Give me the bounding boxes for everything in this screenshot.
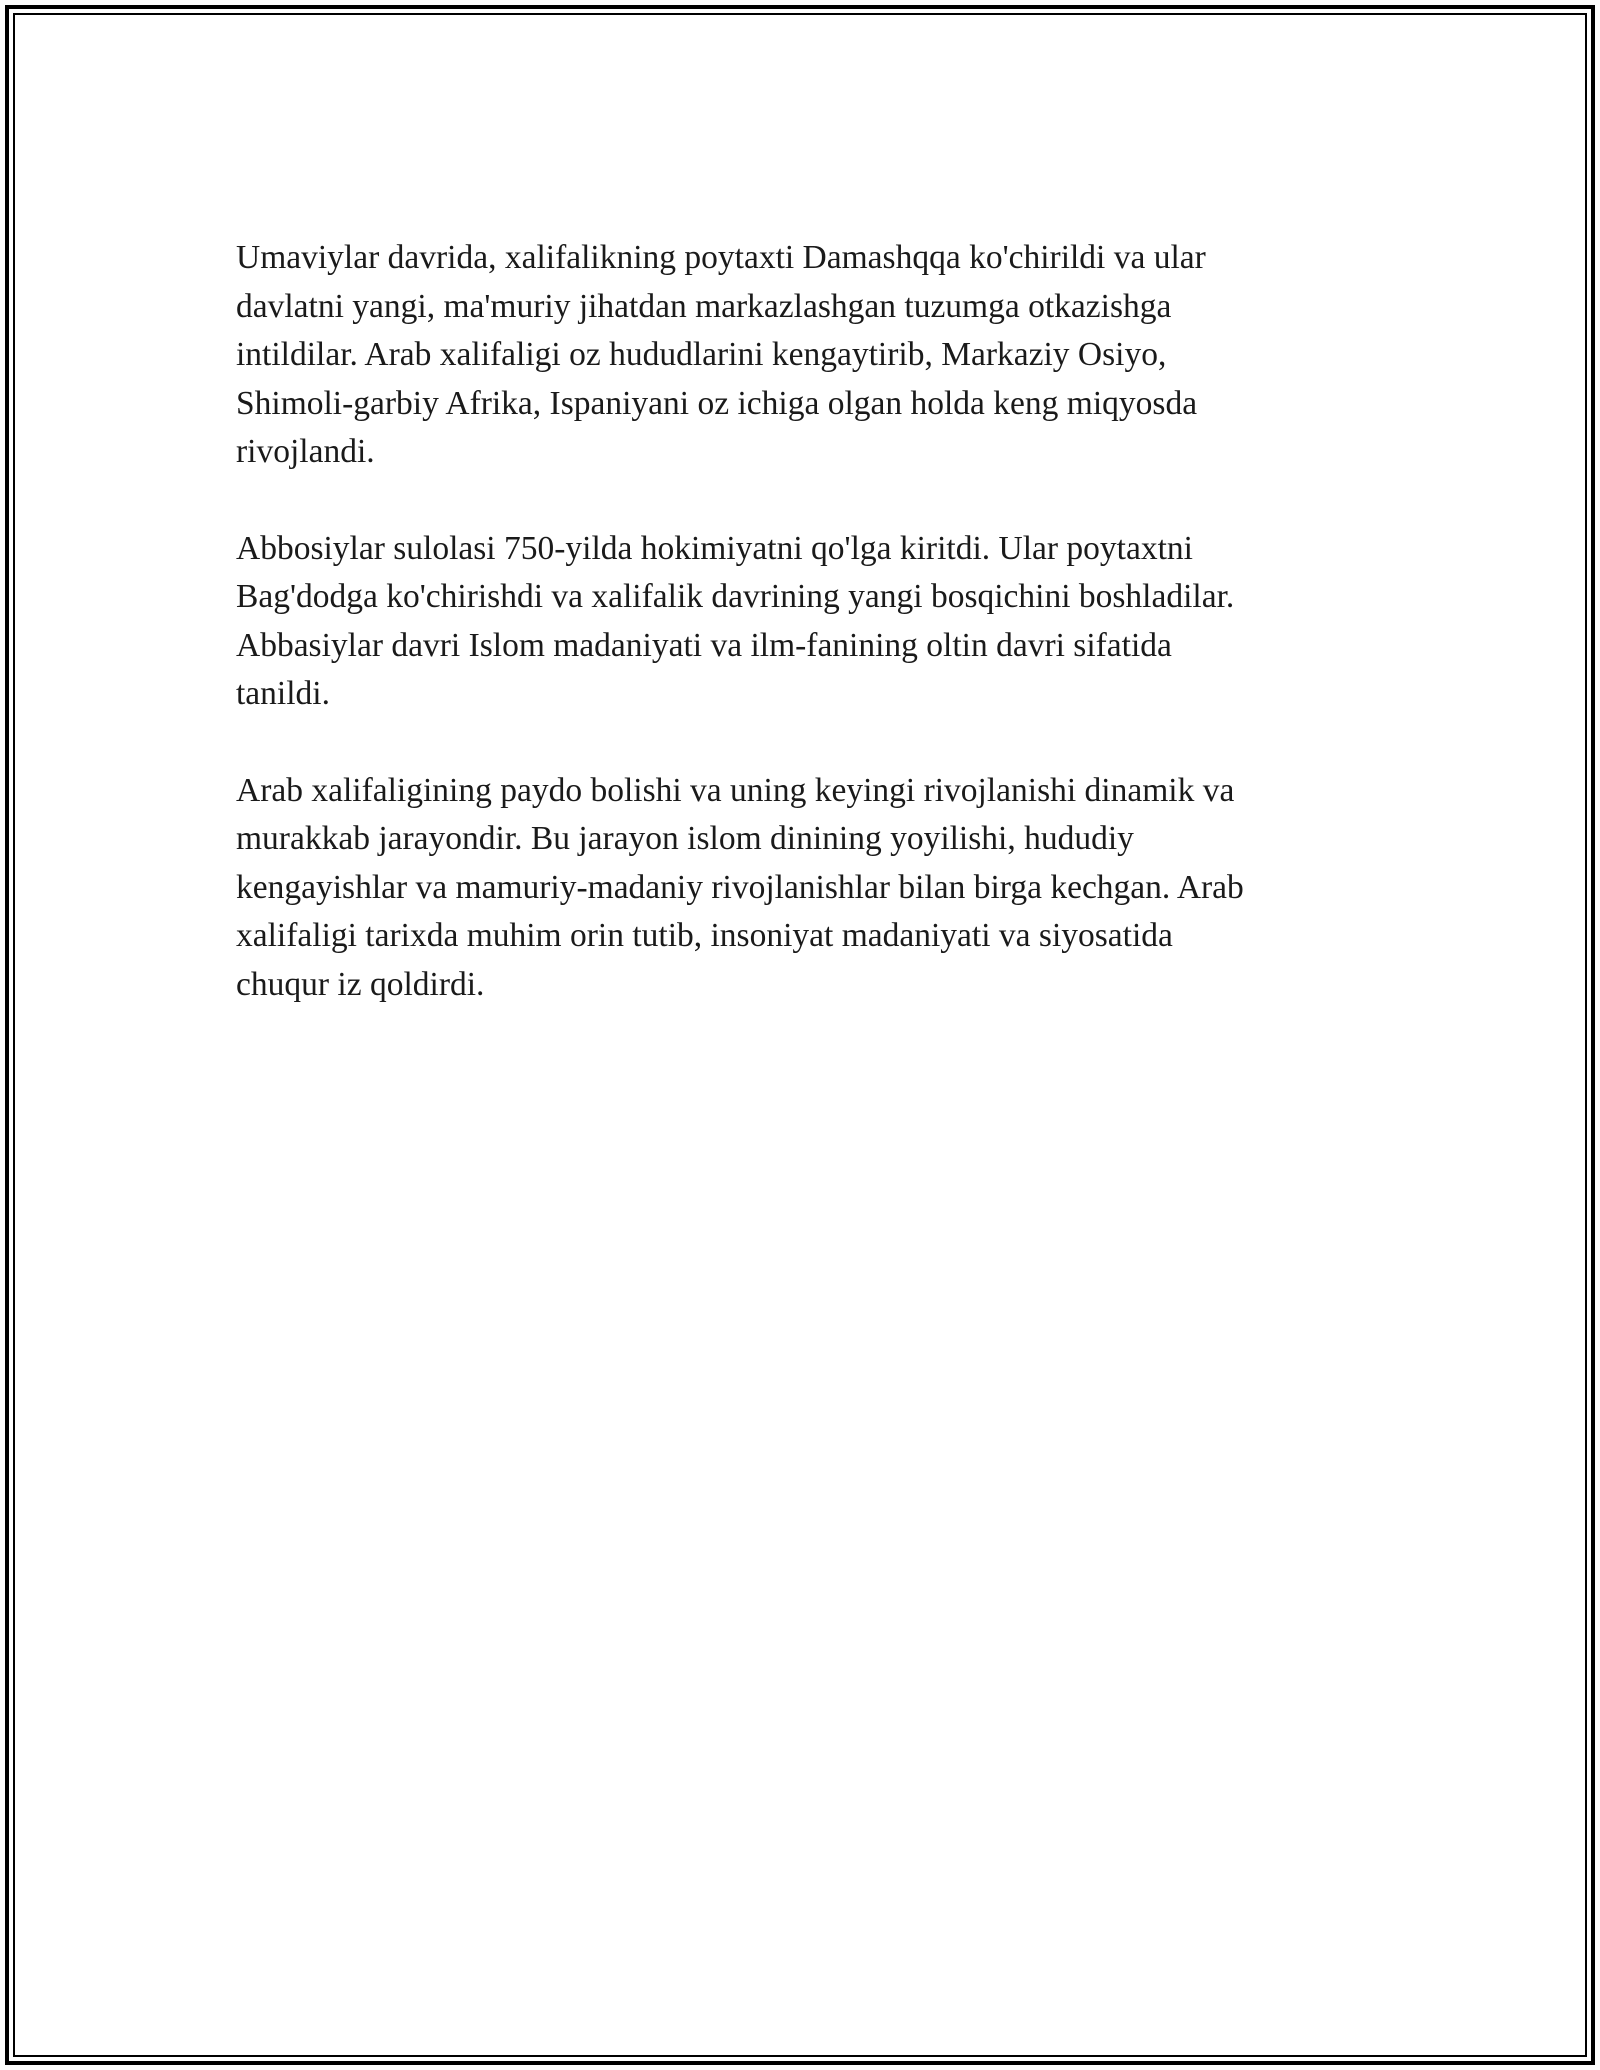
paragraph-1: Umaviylar davrida, xalifalikning poytaxti Damashqqa ko'chirildi va ular davlatni yangi, ma'muriy jihatdan markazlashgan tuzumga otkazishga intildilar. Arab xalifaligi oz hududlarini kengaytirib, Markaziy Osiyo, Shimoli-garbiy Afrika, Ispaniyani oz ichiga olgan holda keng miqyosda rivojlandi. xyxy=(236,239,1206,470)
document-body xyxy=(236,234,1366,1057)
paragraph-2: Abbosiylar sulolasi 750-yilda hokimiyatni qo'lga kiritdi. Ular poytaxtni Bag'dodga ko'chirishdi va xalifalik davrining yangi bosqichini boshladilar. Abbasiylar davri Islom madaniyati va ilm-fanining oltin davri sifatida tanildi. xyxy=(236,529,1235,712)
paragraph-3: Arab xalifaligining paydo bolishi va uning keyingi rivojlanishi dinamik va murakkab jarayondir. Bu jarayon islom dinining yoyilishi, hududiy kengayishlar va mamuriy-madaniy rivojlanishlar bilan birga kechgan. Arab xalifaligi tarixda muhim orin tutib, insoniyat madaniyati va siyosatida chuqur iz qoldirdi. xyxy=(236,771,1244,1003)
